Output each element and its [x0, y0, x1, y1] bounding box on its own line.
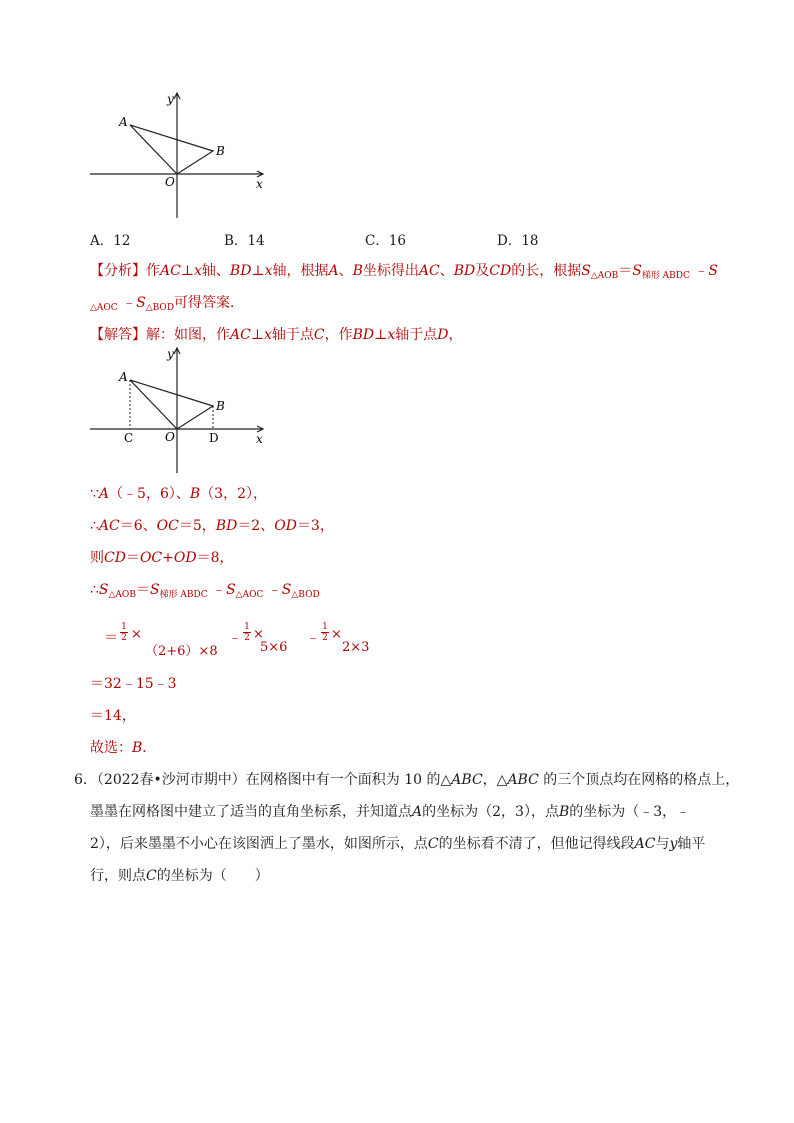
step-cd: 则CD＝OC+OD＝8，	[90, 550, 234, 566]
analysis-line-2: $_{\triangle AOC}$ $﹣S_{\triangle BOD}$可得答案．	[90, 295, 245, 313]
label-x: x	[256, 432, 263, 446]
label-A: A	[119, 370, 128, 384]
triangle-AOB	[130, 380, 213, 429]
label-O: O	[165, 175, 175, 189]
step-choice: 故选：B．	[90, 740, 157, 756]
label-y: y	[167, 92, 174, 106]
question-6-line-2: 墨墨在网格图中建立了适当的直角坐标系，并知道点A的坐标为（2，3），点B的坐标为（﹣3，﹣	[90, 804, 691, 820]
solution-line-1: 【解答】解：如图，作AC⊥x轴于点C，作BD⊥x轴于点D，	[90, 327, 463, 343]
question-6-line-4: 行，则点C的坐标为（ ）	[90, 868, 269, 884]
question-6-line-3: 2），后来墨墨不小心在该图洒上了墨水，如图所示，点C的坐标看不清了，但他记得线段AC与y轴平	[90, 836, 706, 852]
figure-1-coordinate-diagram	[85, 88, 275, 223]
label-B: B	[216, 399, 225, 413]
option-d: D．18	[497, 233, 539, 249]
fraction-half-1: 1 2	[121, 622, 127, 643]
step-lengths: ∴AC＝6、OC＝5，BD＝2、OD＝3，	[90, 518, 334, 534]
step-area-formula: $\therefore S_{\triangle AOB}=S_{梯形 ABDC}$ $﹣S_{\triangle AOC}$ $﹣S_{\triangle BOD}$	[90, 582, 320, 600]
fraction-half-3: 1 2	[322, 622, 328, 643]
label-O: O	[165, 430, 175, 444]
label-A: A	[119, 115, 128, 129]
figure-2-coordinate-diagram	[85, 343, 275, 478]
fraction-half-2: 1 2	[244, 622, 250, 643]
step-result: ＝14，	[90, 708, 136, 724]
label-C: C	[124, 431, 134, 445]
question-6-line-1: 6．（2022春•沙河市期中）在网格图中有一个面积为 10 的△ABC，△ABC 的三个顶点均在网格的格点上，	[74, 772, 740, 788]
option-c: C．16	[365, 233, 407, 249]
analysis-line-1: 【分析】作AC⊥x轴、BD⊥x轴，根据A、B坐标得出AC、BD及CD的长，根据$S_{\triangle AOB}=S_{梯形 ABDC}$ ﹣S	[90, 263, 718, 281]
label-B: B	[216, 144, 225, 158]
step-arith: ＝32﹣15﹣3	[90, 676, 177, 692]
triangle-AOB	[130, 125, 213, 174]
label-x: x	[256, 177, 263, 191]
step-given: ∵A（﹣5，6）、B（3，2），	[90, 486, 267, 502]
label-y: y	[167, 347, 174, 361]
option-b: B．14	[224, 233, 265, 249]
label-D: D	[209, 431, 219, 445]
option-a: A．12	[90, 233, 131, 249]
